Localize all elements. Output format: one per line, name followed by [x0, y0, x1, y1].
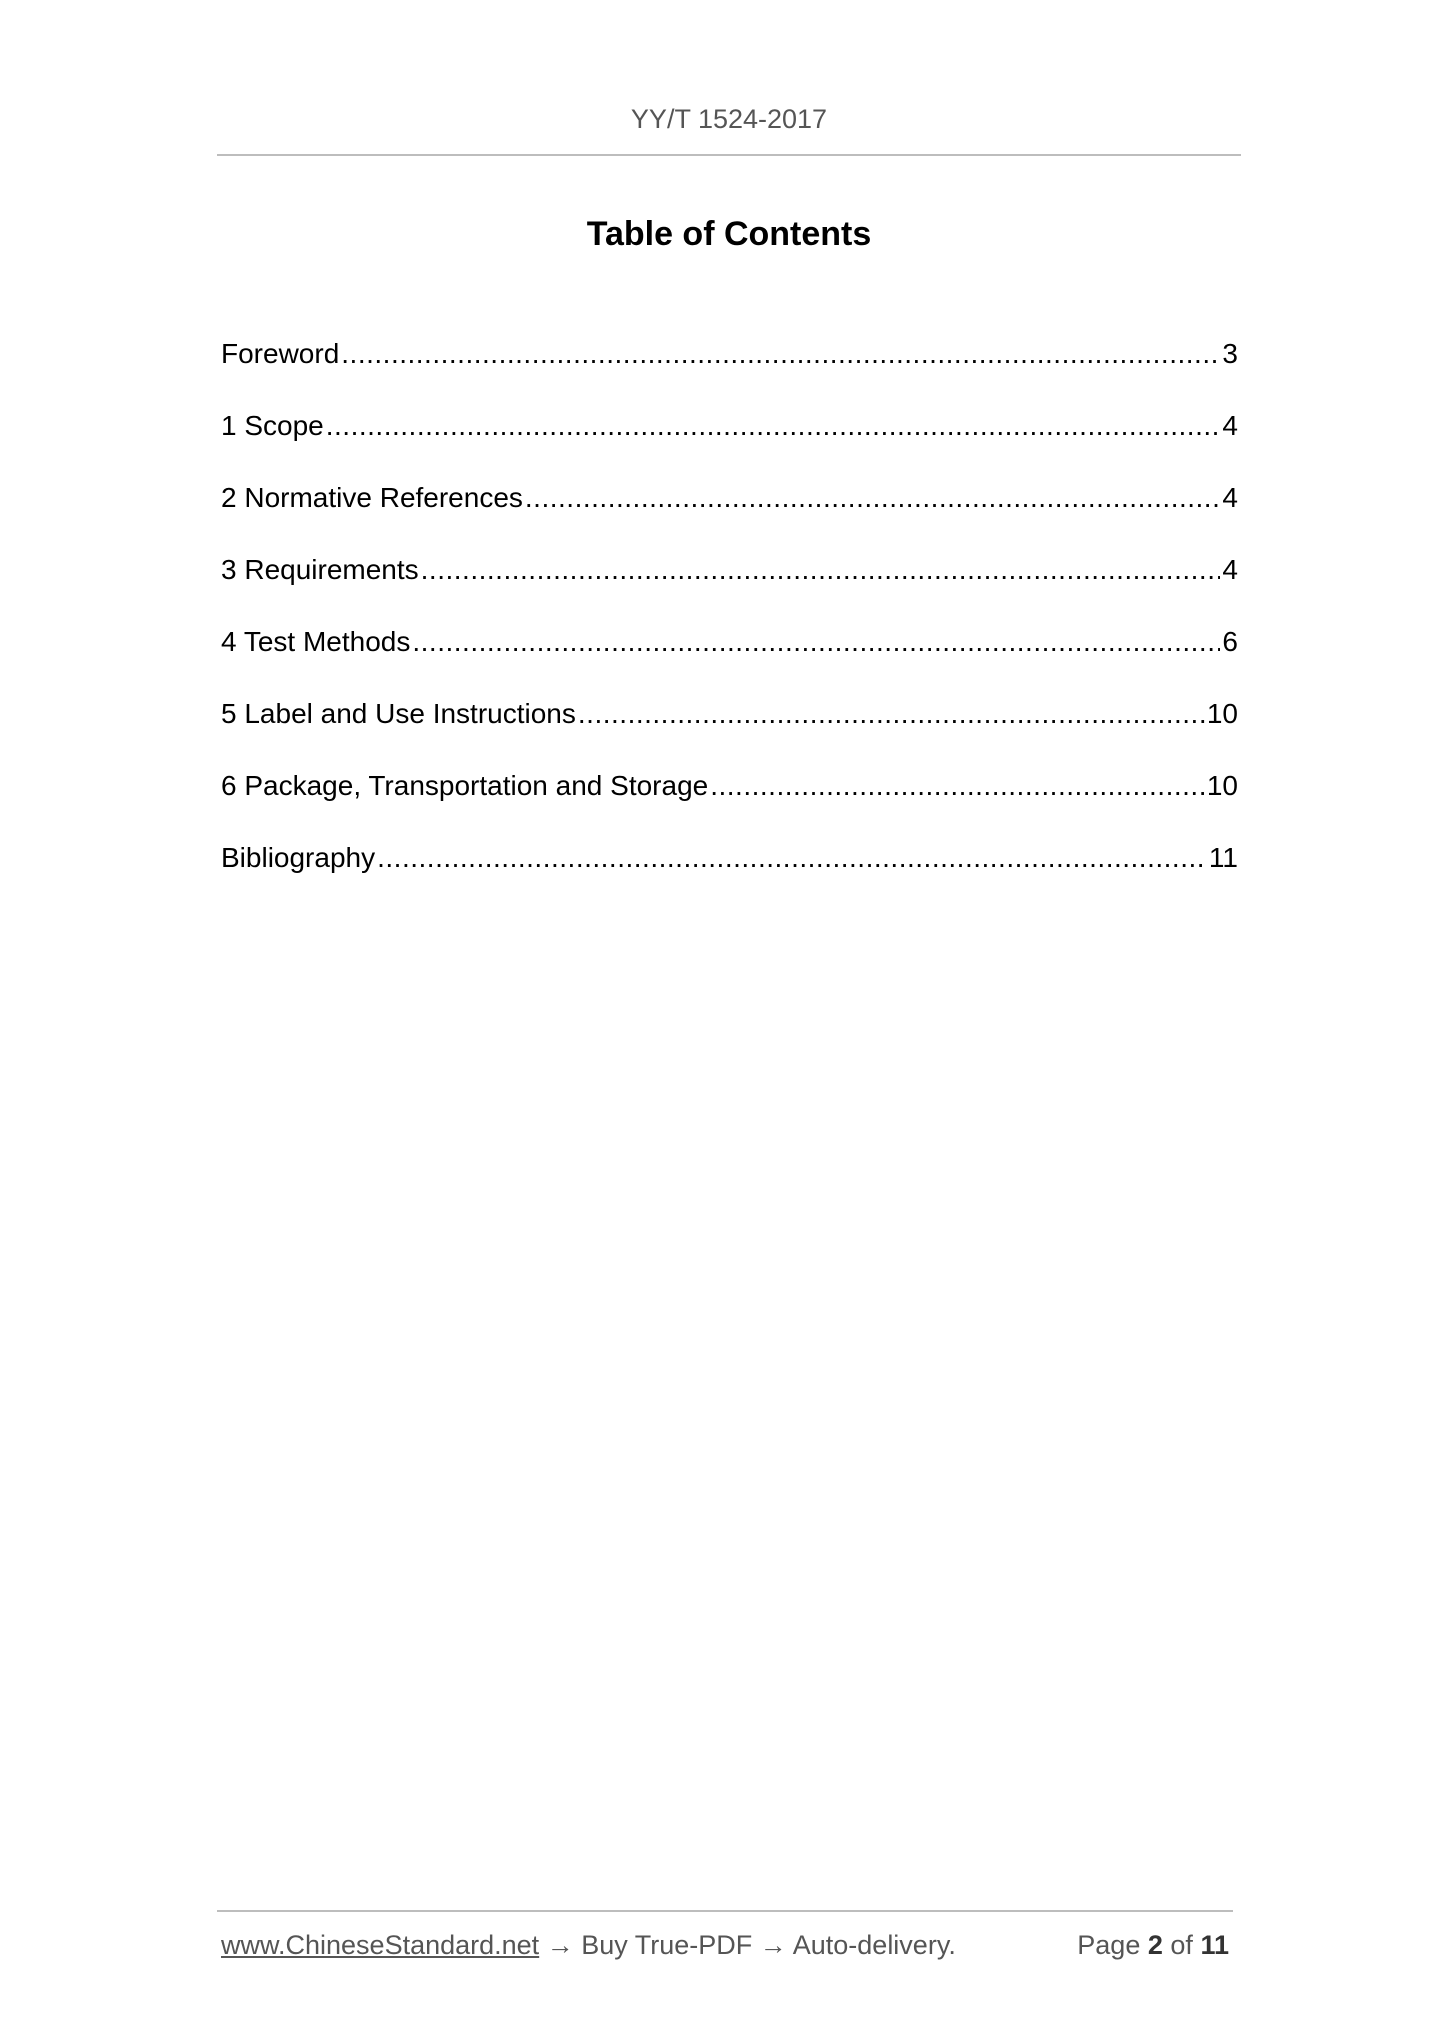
toc-leader-dots [710, 770, 1205, 802]
toc-leader-dots [525, 482, 1221, 514]
of-word: of [1170, 1930, 1193, 1960]
toc-leader-dots [341, 338, 1220, 370]
toc-entry-normative-references[interactable] [221, 482, 1238, 554]
toc-entry-label: 1 Scope [221, 410, 324, 441]
toc-leader-dots [326, 410, 1221, 442]
toc-entry-page: 4 [1222, 554, 1238, 585]
page-indicator [1077, 1930, 1229, 1961]
toc-entry-package-transportation-storage[interactable] [221, 770, 1238, 842]
toc-entry-label: 5 Label and Use Instructions [221, 698, 576, 729]
toc-entry-label: 3 Requirements [221, 554, 419, 585]
toc-entry-page: 6 [1222, 626, 1238, 657]
footer-tagline: → Buy True-PDF → Auto-delivery. [539, 1930, 956, 1960]
toc-entry-page: 11 [1208, 842, 1238, 873]
toc-entry-scope[interactable] [221, 410, 1238, 482]
toc-entry-label: 6 Package, Transportation and Storage [221, 770, 709, 801]
footer-left [221, 1930, 956, 1961]
footer-divider [217, 1910, 1233, 1912]
toc-entry-label: 4 Test Methods [221, 626, 411, 657]
toc-entry-bibliography[interactable] [221, 842, 1238, 914]
toc-entry-requirements[interactable] [221, 554, 1238, 626]
toc-entry-test-methods[interactable] [221, 626, 1238, 698]
total-pages-number: 11 [1200, 1930, 1229, 1960]
toc-entry-page: 3 [1222, 338, 1238, 369]
toc-entry-page: 10 [1206, 770, 1238, 801]
toc-leader-dots [578, 698, 1205, 730]
toc-entry-label-and-use-instructions[interactable] [221, 698, 1238, 770]
toc-entry-page: 4 [1222, 482, 1238, 513]
toc-entry-page: 10 [1206, 698, 1238, 729]
website-link[interactable]: www.ChineseStandard.net [221, 1930, 540, 1960]
toc-entry-page: 4 [1222, 410, 1238, 441]
page-word: Page [1077, 1930, 1141, 1960]
toc-leader-dots [421, 554, 1221, 586]
toc-list [221, 338, 1238, 914]
header-divider [217, 154, 1241, 156]
toc-leader-dots [412, 626, 1220, 658]
toc-entry-foreword[interactable] [221, 338, 1238, 410]
toc-entry-label: Foreword [221, 338, 340, 369]
toc-entry-label: Bibliography [221, 842, 376, 873]
toc-entry-label: 2 Normative References [221, 482, 523, 513]
toc-leader-dots [377, 842, 1207, 874]
current-page-number: 2 [1147, 1930, 1163, 1960]
document-id-header: YY/T 1524-2017 [630, 104, 828, 134]
toc-title: Table of Contents [586, 215, 872, 253]
